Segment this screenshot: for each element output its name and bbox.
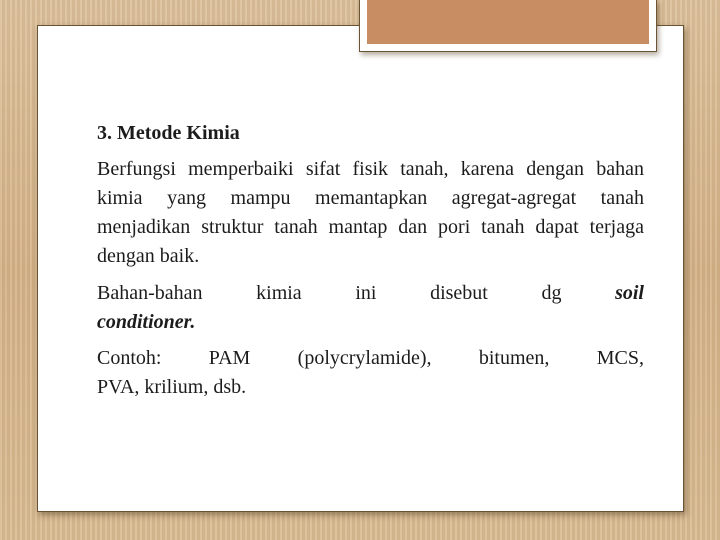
paragraph-examples-line1 bbox=[97, 344, 644, 373]
word: disebut bbox=[430, 282, 488, 304]
word: Contoh: bbox=[97, 347, 162, 369]
word: dg bbox=[541, 282, 562, 304]
word: Bahan-bahan bbox=[97, 282, 203, 304]
paragraph-chemicals-line1 bbox=[97, 279, 644, 308]
word: ini bbox=[355, 282, 377, 304]
slide-card bbox=[37, 25, 684, 512]
word: PAM bbox=[208, 347, 251, 369]
slide-heading: 3. Metode Kimia bbox=[97, 122, 240, 144]
term-soil: soil bbox=[615, 282, 644, 304]
word: kimia bbox=[256, 282, 302, 304]
accent-block bbox=[367, 0, 649, 44]
word: bitumen, bbox=[478, 347, 550, 369]
paragraph-examples-line2: PVA, krilium, dsb. bbox=[97, 376, 247, 398]
accent-tab bbox=[359, 0, 657, 52]
word: (polycrylamide), bbox=[297, 347, 432, 369]
term-conditioner: conditioner. bbox=[97, 311, 196, 333]
paragraph-function: Berfungsi memperbaiki sifat fisik tanah, karena dengan bahan kimia yang mampu memantapkan agregat-agregat tanah menjadikan struktur tanah mantap dan pori tanah dapat terjaga dengan baik. bbox=[97, 158, 644, 267]
word: MCS, bbox=[596, 347, 644, 369]
slide-content bbox=[97, 119, 644, 402]
